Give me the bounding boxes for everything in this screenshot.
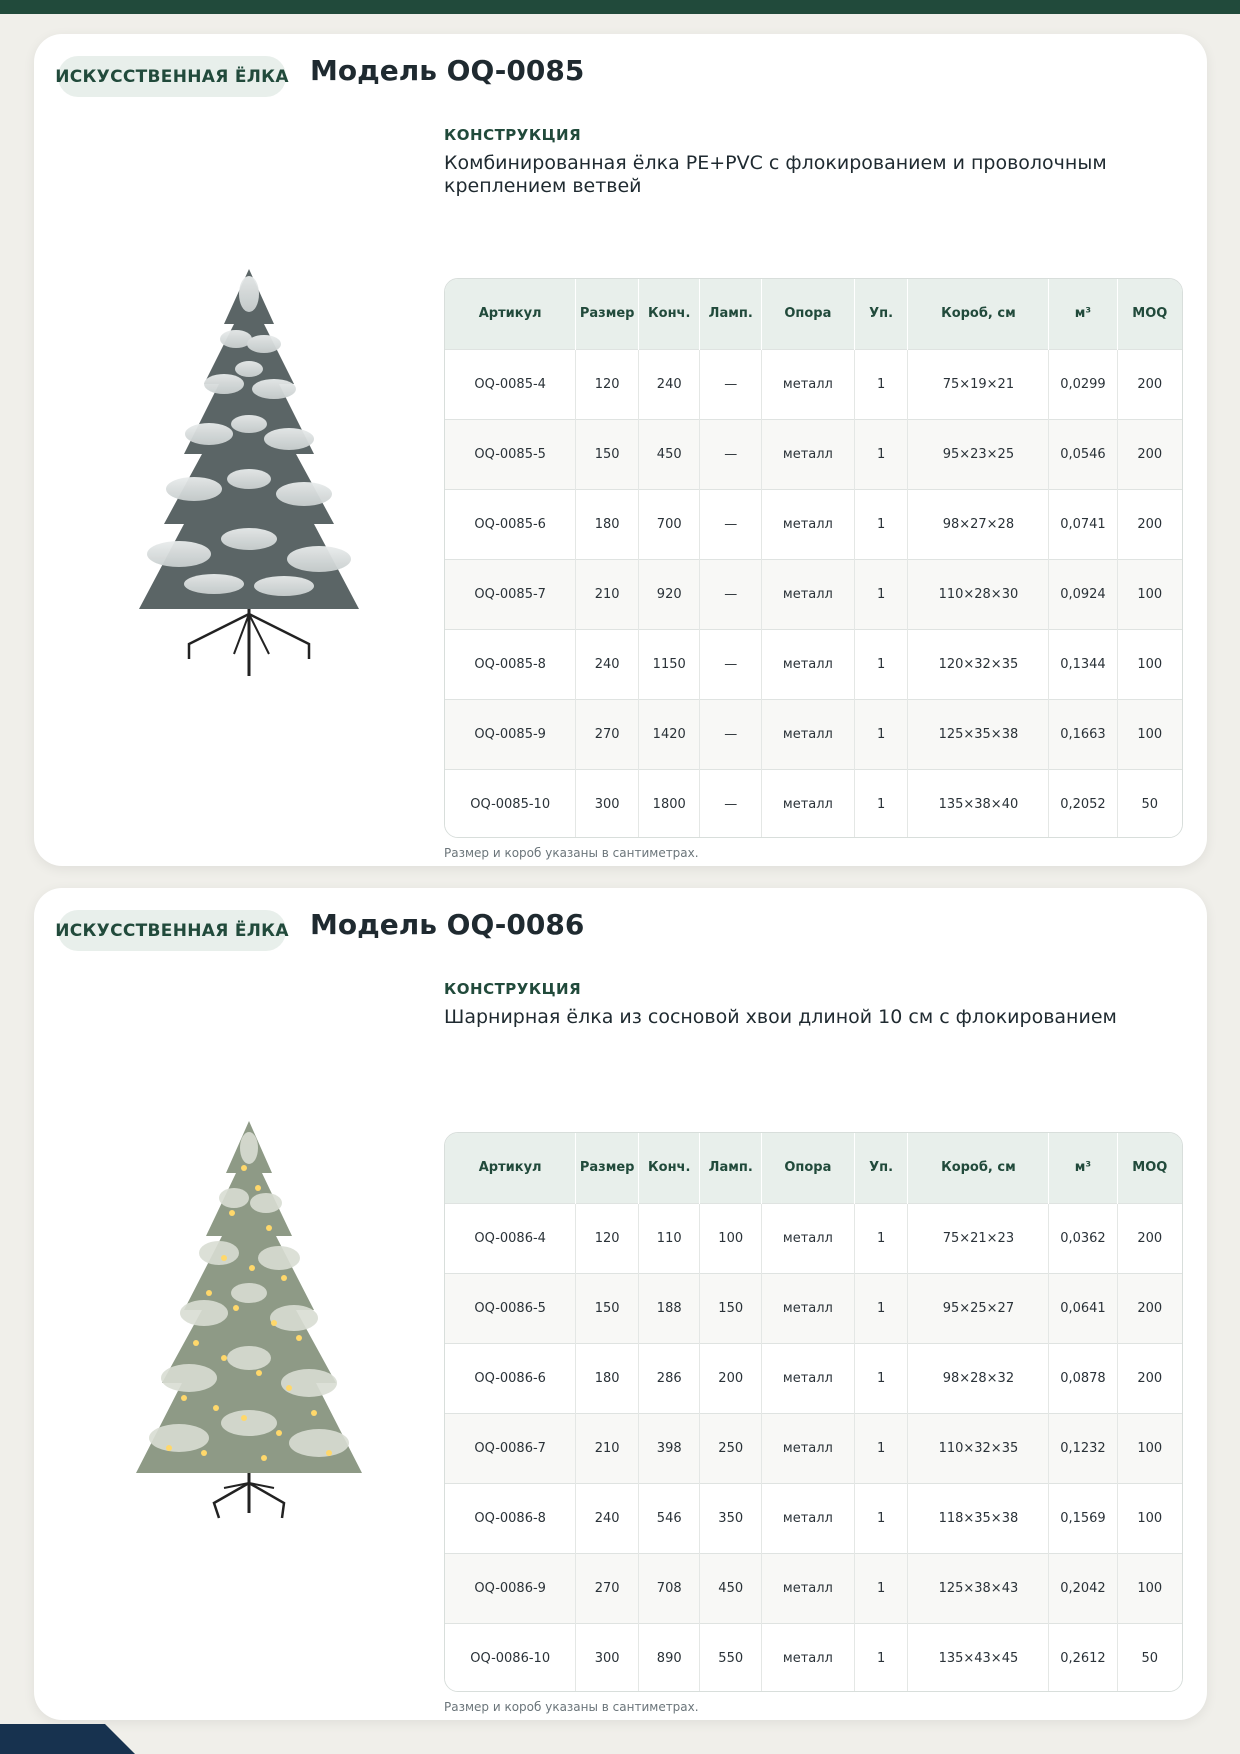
table-row [445,1483,1182,1553]
cell-stand: металл [761,699,854,769]
header-article: Артикул [445,279,576,349]
model-title: Модель OQ-0085 [310,54,585,87]
cell-pack: 1 [854,559,908,629]
cell-moq: 100 [1117,1553,1182,1623]
table-row [445,349,1182,419]
cell-volume: 0,2612 [1049,1623,1117,1692]
cell-pack: 1 [854,419,908,489]
cell-moq: 50 [1117,769,1182,838]
table-row [445,559,1182,629]
cell-size: 270 [576,1553,639,1623]
construction-description: Шарнирная ёлка из сосновой хвои длиной 10 см с флокированием [444,1006,1117,1028]
cell-pack: 1 [854,769,908,838]
cell-article: OQ-0085-7 [445,559,576,629]
cell-article: OQ-0085-10 [445,769,576,838]
lit-flocked-pine-tree-image [104,1118,394,1588]
cell-lamps: — [700,769,762,838]
header-pack: Уп. [854,1133,908,1203]
header-stand: Опора [761,1133,854,1203]
cell-stand: металл [761,629,854,699]
category-badge: ИСКУССТВЕННАЯ ЁЛКА [58,910,286,951]
cell-article: OQ-0085-4 [445,349,576,419]
header-moq: MOQ [1117,1133,1182,1203]
cell-article: OQ-0086-4 [445,1203,576,1273]
header-lamps: Ламп. [700,279,762,349]
header-lamps: Ламп. [700,1133,762,1203]
cell-lamps: 150 [700,1273,762,1343]
header-volume: м³ [1049,1133,1117,1203]
cell-volume: 0,0641 [1049,1273,1117,1343]
cell-article: OQ-0086-8 [445,1483,576,1553]
cell-article: OQ-0086-7 [445,1413,576,1483]
corner-decoration [0,1724,135,1754]
cell-pack: 1 [854,489,908,559]
table-row [445,769,1182,838]
cell-stand: металл [761,1623,854,1692]
cell-moq: 200 [1117,1273,1182,1343]
cell-pack: 1 [854,1273,908,1343]
table-note: Размер и короб указаны в сантиметрах. [444,1700,699,1714]
cell-tips: 398 [638,1413,700,1483]
cell-box: 118×35×38 [908,1483,1049,1553]
cell-tips: 188 [638,1273,700,1343]
cell-pack: 1 [854,1483,908,1553]
cell-volume: 0,1232 [1049,1413,1117,1483]
cell-lamps: — [700,699,762,769]
cell-moq: 200 [1117,349,1182,419]
category-badge: ИСКУССТВЕННАЯ ЁЛКА [58,56,286,97]
cell-volume: 0,0546 [1049,419,1117,489]
cell-size: 180 [576,489,639,559]
cell-tips: 1420 [638,699,700,769]
cell-moq: 200 [1117,1343,1182,1413]
header-tips: Конч. [638,1133,700,1203]
cell-box: 95×25×27 [908,1273,1049,1343]
cell-tips: 110 [638,1203,700,1273]
cell-box: 120×32×35 [908,629,1049,699]
cell-moq: 100 [1117,699,1182,769]
cell-article: OQ-0085-9 [445,699,576,769]
cell-size: 300 [576,1623,639,1692]
cell-stand: металл [761,1413,854,1483]
header-moq: MOQ [1117,279,1182,349]
cell-moq: 200 [1117,1203,1182,1273]
table-header-row [445,279,1182,349]
cell-moq: 100 [1117,629,1182,699]
cell-tips: 920 [638,559,700,629]
spec-table [444,1132,1183,1692]
cell-moq: 100 [1117,559,1182,629]
header-article: Артикул [445,1133,576,1203]
table-row [445,1273,1182,1343]
table-row [445,1553,1182,1623]
cell-stand: металл [761,1483,854,1553]
cell-box: 98×28×32 [908,1343,1049,1413]
cell-tips: 1150 [638,629,700,699]
cell-volume: 0,0362 [1049,1203,1117,1273]
cell-volume: 0,0741 [1049,489,1117,559]
cell-size: 120 [576,1203,639,1273]
cell-box: 95×23×25 [908,419,1049,489]
cell-box: 110×28×30 [908,559,1049,629]
cell-pack: 1 [854,1623,908,1692]
cell-tips: 240 [638,349,700,419]
cell-box: 125×38×43 [908,1553,1049,1623]
cell-box: 135×38×40 [908,769,1049,838]
cell-moq: 50 [1117,1623,1182,1692]
cell-article: OQ-0086-9 [445,1553,576,1623]
cell-lamps: 100 [700,1203,762,1273]
cell-size: 180 [576,1343,639,1413]
cell-pack: 1 [854,699,908,769]
table-row [445,629,1182,699]
cell-stand: металл [761,419,854,489]
cell-lamps: 550 [700,1623,762,1692]
cell-lamps: — [700,629,762,699]
table-row [445,1413,1182,1483]
cell-size: 300 [576,769,639,838]
cell-tips: 700 [638,489,700,559]
cell-pack: 1 [854,629,908,699]
spec-table [444,278,1183,838]
cell-size: 120 [576,349,639,419]
cell-size: 270 [576,699,639,769]
cell-size: 240 [576,1483,639,1553]
cell-stand: металл [761,1203,854,1273]
table-row [445,419,1182,489]
cell-pack: 1 [854,1203,908,1273]
cell-volume: 0,2042 [1049,1553,1117,1623]
flocked-christmas-tree-image [104,264,394,734]
cell-size: 150 [576,1273,639,1343]
cell-volume: 0,0299 [1049,349,1117,419]
header-box: Короб, см [908,1133,1049,1203]
cell-tips: 890 [638,1623,700,1692]
cell-stand: металл [761,769,854,838]
table-row [445,699,1182,769]
table-note: Размер и короб указаны в сантиметрах. [444,846,699,860]
cell-lamps: — [700,559,762,629]
cell-box: 110×32×35 [908,1413,1049,1483]
cell-pack: 1 [854,1413,908,1483]
header-pack: Уп. [854,279,908,349]
cell-volume: 0,0878 [1049,1343,1117,1413]
cell-lamps: — [700,349,762,419]
cell-tips: 450 [638,419,700,489]
cell-volume: 0,1569 [1049,1483,1117,1553]
product-card-oq-0086 [34,888,1207,1720]
cell-box: 125×35×38 [908,699,1049,769]
cell-tips: 1800 [638,769,700,838]
cell-article: OQ-0085-8 [445,629,576,699]
cell-article: OQ-0086-5 [445,1273,576,1343]
cell-tips: 546 [638,1483,700,1553]
tree-stand-icon [189,604,309,676]
table-row [445,1343,1182,1413]
cell-stand: металл [761,1343,854,1413]
cell-pack: 1 [854,349,908,419]
cell-tips: 708 [638,1553,700,1623]
cell-volume: 0,1663 [1049,699,1117,769]
cell-stand: металл [761,349,854,419]
table-row [445,1203,1182,1273]
cell-article: OQ-0085-6 [445,489,576,559]
cell-lamps: 200 [700,1343,762,1413]
cell-moq: 200 [1117,419,1182,489]
cell-article: OQ-0085-5 [445,419,576,489]
cell-volume: 0,0924 [1049,559,1117,629]
cell-moq: 100 [1117,1413,1182,1483]
cell-stand: металл [761,1553,854,1623]
header-box: Короб, см [908,279,1049,349]
header-stand: Опора [761,279,854,349]
cell-tips: 286 [638,1343,700,1413]
top-accent-bar [0,0,1240,14]
cell-box: 75×19×21 [908,349,1049,419]
header-size: Размер [576,279,639,349]
cell-article: OQ-0086-10 [445,1623,576,1692]
cell-pack: 1 [854,1553,908,1623]
construction-label: КОНСТРУКЦИЯ [444,126,582,144]
cell-size: 210 [576,559,639,629]
cell-box: 135×43×45 [908,1623,1049,1692]
header-tips: Конч. [638,279,700,349]
cell-lamps: — [700,419,762,489]
cell-article: OQ-0086-6 [445,1343,576,1413]
product-card-oq-0085 [34,34,1207,866]
cell-size: 210 [576,1413,639,1483]
cell-volume: 0,2052 [1049,769,1117,838]
cell-size: 150 [576,419,639,489]
cell-box: 98×27×28 [908,489,1049,559]
model-title: Модель OQ-0086 [310,908,585,941]
cell-stand: металл [761,489,854,559]
cell-stand: металл [761,559,854,629]
cell-lamps: — [700,489,762,559]
cell-pack: 1 [854,1343,908,1413]
cell-box: 75×21×23 [908,1203,1049,1273]
cell-lamps: 250 [700,1413,762,1483]
header-volume: м³ [1049,279,1117,349]
cell-volume: 0,1344 [1049,629,1117,699]
table-row [445,1623,1182,1692]
cell-lamps: 450 [700,1553,762,1623]
cell-size: 240 [576,629,639,699]
construction-description: Комбинированная ёлка PE+PVC с флокированием и проволочным креплением ветвей [444,152,1107,197]
cell-stand: металл [761,1273,854,1343]
cell-moq: 200 [1117,489,1182,559]
cell-moq: 100 [1117,1483,1182,1553]
table-header-row [445,1133,1182,1203]
cell-lamps: 350 [700,1483,762,1553]
header-size: Размер [576,1133,639,1203]
table-row [445,489,1182,559]
construction-label: КОНСТРУКЦИЯ [444,980,582,998]
